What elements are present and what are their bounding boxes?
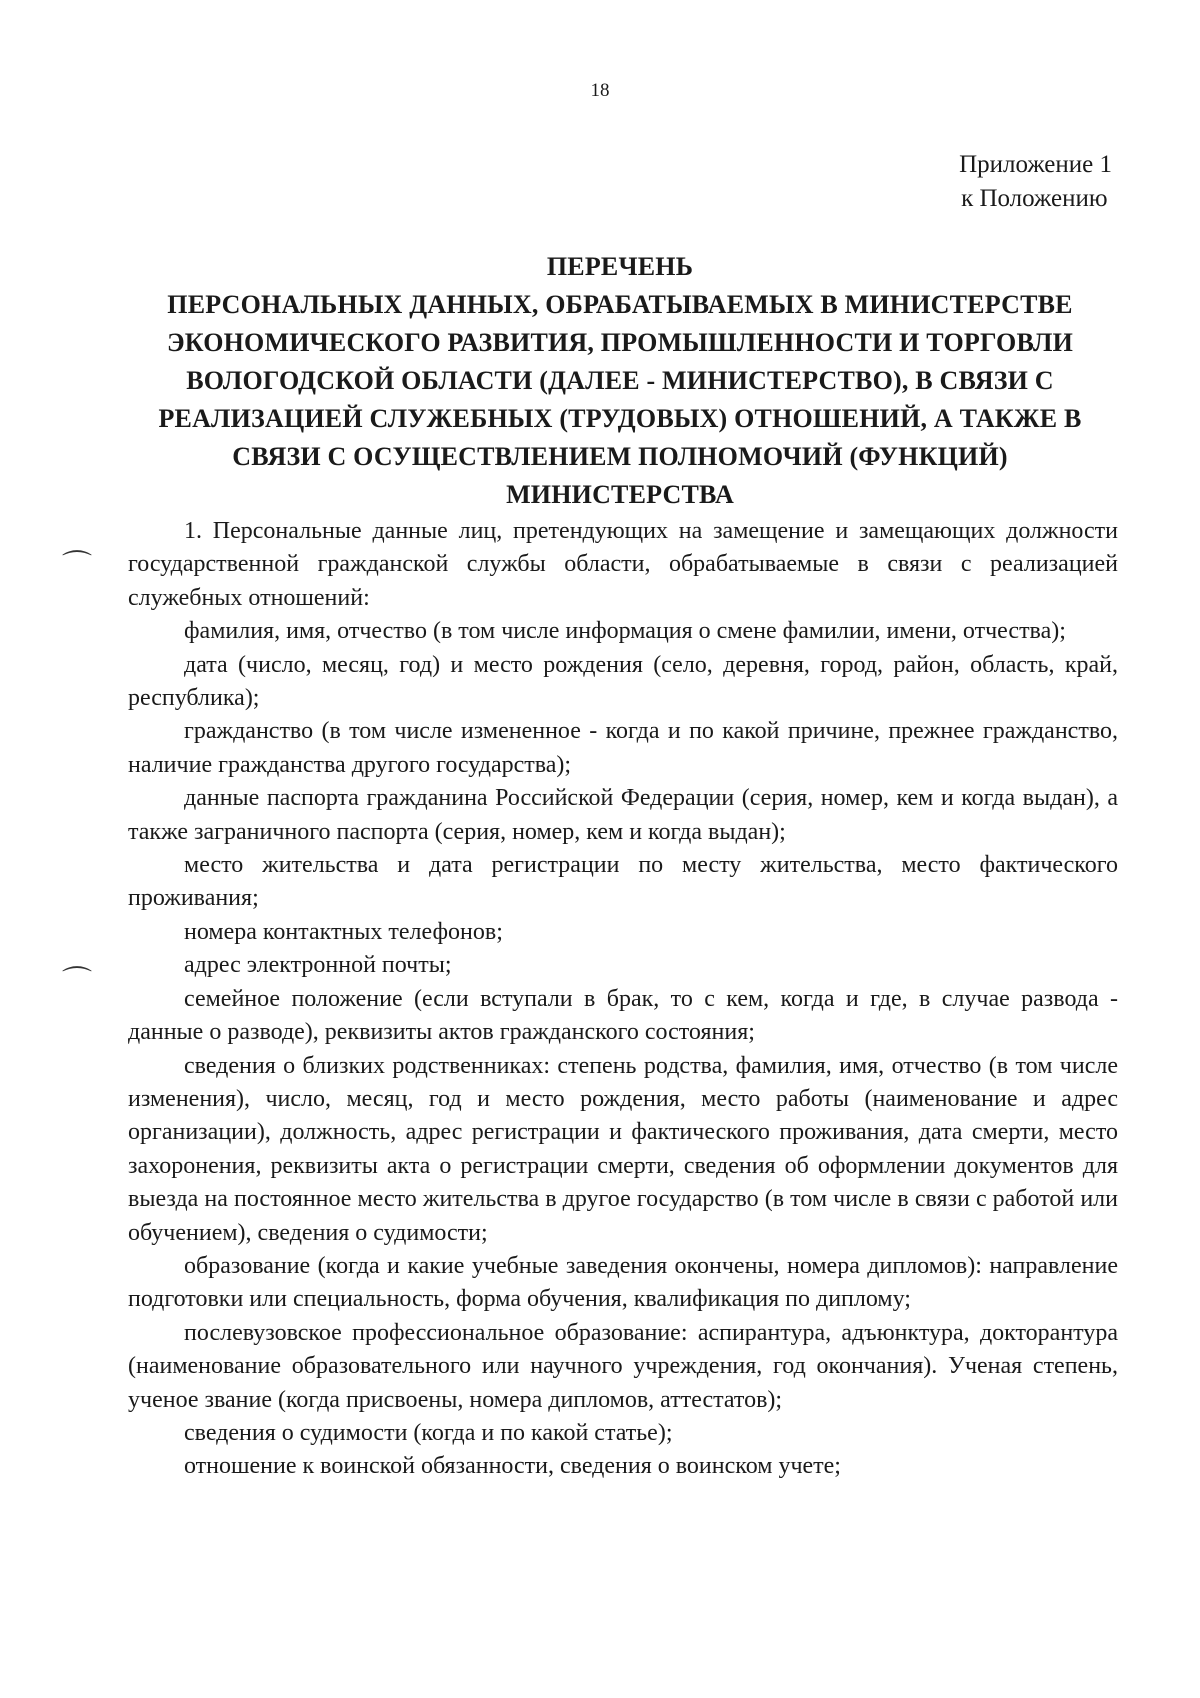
paragraph: фамилия, имя, отчество (в том числе информация о смене фамилии, имени, отчества); (184, 618, 1066, 645)
title-line-6: СВЯЗИ С ОСУЩЕСТВЛЕНИЕМ ПОЛНОМОЧИЙ (ФУНКЦИЙ) (232, 442, 1008, 471)
paragraph: семейное положение (если вступали в брак, то с кем, когда и где, в случае развода - данные о разводе), реквизиты актов гражданского состояния; (128, 985, 1118, 1046)
document-body (128, 515, 1118, 1484)
paragraph: дата (число, месяц, год) и место рождения (село, деревня, город, район, область, край, республика); (128, 651, 1118, 712)
paragraph: номера контактных телефонов; (184, 918, 503, 945)
paragraph: послевузовское профессиональное образование: аспирантура, адъюнктура, докторантура (наименование образовательного или научного учреждения, год окончания). Ученая степень, ученое звание (когда присвоены, номера дипломов, аттестатов); (128, 1319, 1118, 1413)
paragraph: сведения о близких родственниках: степень родства, фамилия, имя, отчество (в том числе изменения), число, месяц, год и место рождения, место работы (наименование и адрес организации), должность, адрес регистрации и фактического проживания, дата смерти, место захоронения, реквизиты акта о регистрации смерти, сведения об оформлении документов для выезда на постоянное место жительства в другое государство (в том числе в связи с работой или обучением), сведения о судимости; (128, 1052, 1118, 1246)
paragraph: сведения о судимости (когда и по какой статье); (184, 1419, 673, 1446)
title-line-1: ПЕРЕЧЕНЬ (546, 252, 694, 281)
paragraph: место жительства и дата регистрации по месту жительства, место фактического проживания; (128, 852, 1118, 912)
paragraph: адрес электронной почты; (184, 952, 452, 979)
page-number: 18 (590, 80, 610, 101)
title-line-4: ВОЛОГОДСКОЙ ОБЛАСТИ (ДАЛЕЕ - МИНИСТЕРСТВО), В СВЯЗИ С (186, 366, 1054, 395)
paragraph: гражданство (в том числе измененное - когда и по какой причине, прежнее гражданство, наличие гражданства другого государства); (128, 718, 1118, 778)
paragraph: отношение к воинской обязанности, сведения о воинском учете; (184, 1453, 841, 1480)
appendix-reference (959, 148, 1112, 216)
appendix-line-1: Приложение 1 (959, 151, 1112, 178)
document-title (120, 248, 1120, 514)
title-line-7: МИНИСТЕРСТВА (506, 480, 734, 509)
paragraph: данные паспорта гражданина Российской Федерации (серия, номер, кем и когда выдан), а также заграничного паспорта (серия, номер, кем и когда выдан); (128, 785, 1118, 845)
appendix-line-2: к Положению (961, 185, 1108, 212)
title-line-3: ЭКОНОМИЧЕСКОГО РАЗВИТИЯ, ПРОМЫШЛЕННОСТИ И ТОРГОВЛИ (166, 328, 1074, 357)
margin-mark: ⌒ (62, 966, 92, 999)
paragraph: образование (когда и какие учебные заведения окончены, номера дипломов): направление подготовки или специальность, форма обучения, квалификация по диплому; (128, 1252, 1118, 1313)
title-line-2: ПЕРСОНАЛЬНЫХ ДАННЫХ, ОБРАБАТЫВАЕМЫХ В МИНИСТЕРСТВЕ (167, 290, 1073, 319)
paragraph: 1. Персональные данные лиц, претендующих на замещение и замещающих должности государственной гражданской службы области, обрабатываемые в связи с реализацией служебных отношений: (128, 518, 1118, 611)
title-line-5: РЕАЛИЗАЦИЕЙ СЛУЖЕБНЫХ (ТРУДОВЫХ) ОТНОШЕНИЙ, А ТАКЖЕ В (158, 404, 1082, 433)
margin-mark: ⌒ (62, 550, 92, 583)
